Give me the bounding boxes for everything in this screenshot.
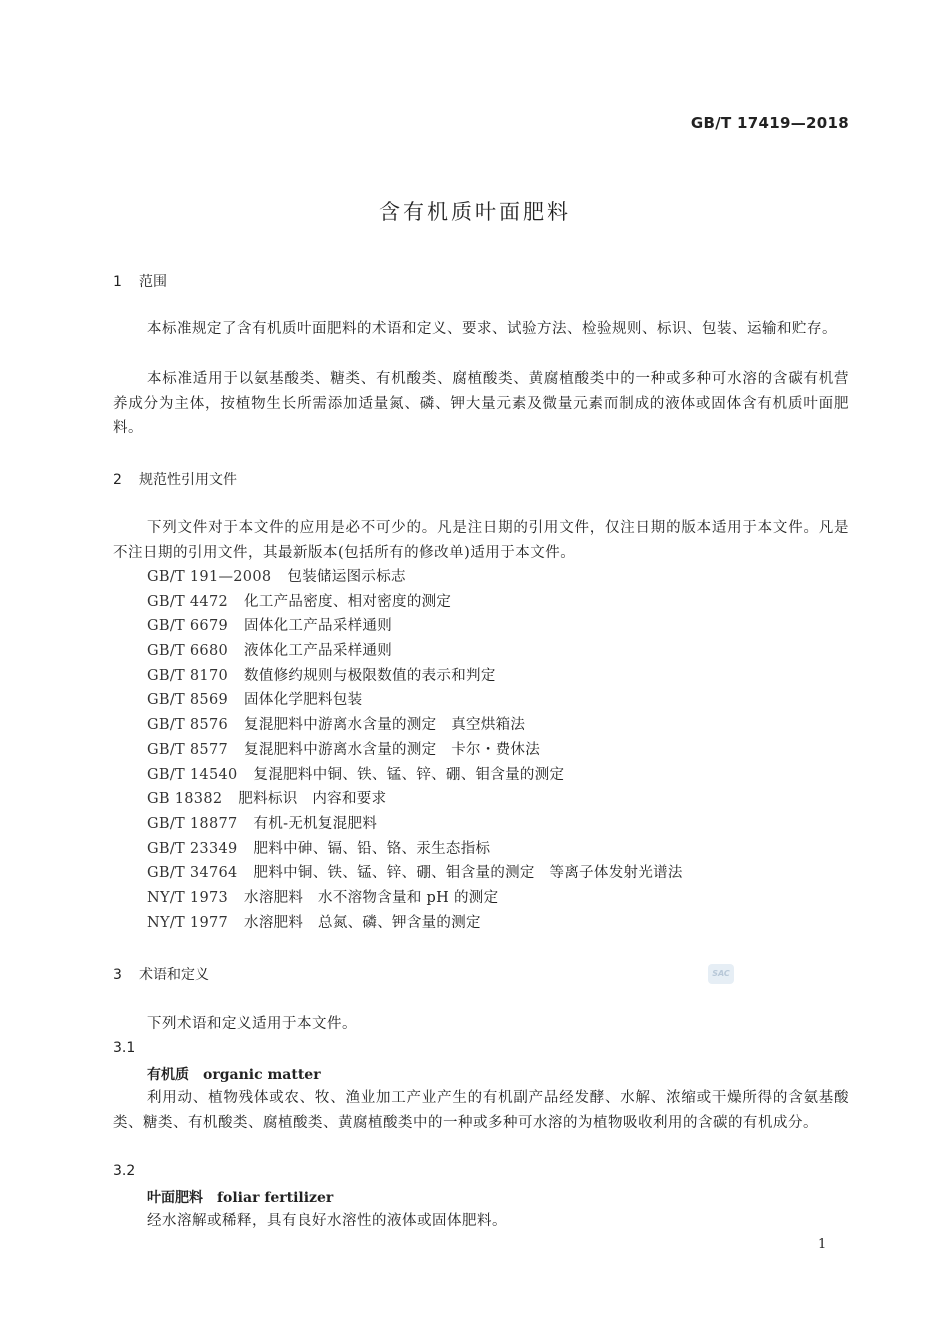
reference-code: GB/T 191—2008 bbox=[147, 569, 272, 585]
reference-name: 肥料标识 内容和要求 bbox=[238, 791, 387, 808]
document-title: 含有机质叶面肥料 bbox=[379, 200, 571, 224]
reference-item bbox=[147, 787, 683, 812]
reference-code: GB/T 4472 bbox=[147, 593, 229, 610]
reference-item bbox=[147, 812, 683, 837]
reference-item bbox=[147, 886, 683, 911]
reference-item bbox=[147, 763, 683, 788]
reference-name: 固体化学肥料包装 bbox=[244, 692, 363, 709]
reference-code: GB/T 34764 bbox=[147, 865, 238, 882]
term-en: organic matter bbox=[203, 1067, 321, 1083]
section-heading-terms bbox=[113, 964, 209, 984]
terms-intro: 下列术语和定义适用于本文件。 bbox=[147, 1016, 357, 1032]
section-heading-scope bbox=[113, 271, 167, 291]
normative-intro: 下列文件对于本文件的应用是必不可少的。凡是注日期的引用文件，仅注日期的版本适用于本文件。凡是不注日期的引用文件，其最新版本(包括所有的修改单)适用于本文件。 bbox=[113, 520, 849, 561]
section-title: 规范性引用文件 bbox=[139, 472, 237, 488]
reference-code: GB/T 18877 bbox=[147, 815, 238, 832]
reference-code: GB 18382 bbox=[147, 791, 223, 808]
section-number: 1 bbox=[113, 274, 122, 290]
page-number: 1 bbox=[818, 1237, 827, 1252]
reference-code: NY/T 1973 bbox=[147, 889, 229, 906]
reference-name: 有机-无机复混肥料 bbox=[253, 815, 378, 832]
reference-name: 水溶肥料 水不溶物含量和 pH 的测定 bbox=[244, 889, 499, 906]
section-title: 术语和定义 bbox=[139, 967, 209, 983]
reference-item bbox=[147, 639, 683, 664]
term-heading bbox=[147, 1064, 321, 1084]
standard-code: GB/T 17419—2018 bbox=[690, 114, 849, 132]
reference-name: 化工产品密度、相对密度的测定 bbox=[244, 593, 452, 610]
reference-code: GB/T 6680 bbox=[147, 643, 229, 660]
reference-item bbox=[147, 713, 683, 738]
term-zh: 有机质 bbox=[147, 1067, 189, 1083]
reference-code: GB/T 8170 bbox=[147, 667, 229, 684]
term-number: 3.1 bbox=[113, 1040, 136, 1056]
section-heading-normative bbox=[113, 469, 237, 489]
reference-item bbox=[147, 837, 683, 862]
reference-list bbox=[147, 565, 683, 935]
reference-code: GB/T 23349 bbox=[147, 840, 238, 857]
reference-name: 复混肥料中游离水含量的测定 真空烘箱法 bbox=[244, 717, 526, 734]
reference-name: 肥料中铜、铁、锰、锌、硼、钼含量的测定 等离子体发射光谱法 bbox=[253, 865, 683, 882]
reference-item bbox=[147, 664, 683, 689]
reference-item bbox=[147, 738, 683, 763]
term-heading bbox=[147, 1187, 333, 1207]
reference-code: GB/T 6679 bbox=[147, 618, 229, 635]
reference-item bbox=[147, 614, 683, 639]
reference-code: GB/T 8577 bbox=[147, 741, 229, 758]
reference-item bbox=[147, 590, 683, 615]
reference-name: 液体化工产品采样通则 bbox=[244, 643, 393, 660]
reference-item bbox=[147, 861, 683, 886]
reference-item bbox=[147, 688, 683, 713]
term-en: foliar fertilizer bbox=[217, 1190, 334, 1206]
sac-watermark-logo: SAC bbox=[708, 964, 734, 984]
reference-code: GB/T 14540 bbox=[147, 766, 238, 783]
term-definition: 经水溶解或稀释，具有良好水溶性的液体或固体肥料。 bbox=[147, 1213, 507, 1229]
reference-item bbox=[147, 911, 683, 936]
reference-code: GB/T 8576 bbox=[147, 717, 229, 734]
reference-name: 固体化工产品采样通则 bbox=[244, 618, 393, 635]
reference-name: 肥料中砷、镉、铅、铬、汞生态指标 bbox=[253, 840, 491, 857]
scope-paragraph-1: 本标准规定了含有机质叶面肥料的术语和定义、要求、试验方法、检验规则、标识、包装、运输和贮存。 bbox=[147, 321, 837, 337]
reference-name: 包装储运图示标志 bbox=[287, 569, 406, 585]
reference-name: 水溶肥料 总氮、磷、钾含量的测定 bbox=[244, 914, 481, 931]
term-definition: 利用动、植物残体或农、牧、渔业加工产业产生的有机副产品经发酵、水解、浓缩或干燥所得的含氨基酸类、糖类、有机酸类、腐植酸类、黄腐植酸类中的一种或多种可水溶的为植物吸收利用的含碳的有机成分。 bbox=[113, 1090, 849, 1131]
reference-name: 数值修约规则与极限数值的表示和判定 bbox=[244, 667, 496, 684]
reference-code: GB/T 8569 bbox=[147, 692, 229, 709]
reference-item bbox=[147, 565, 683, 590]
scope-paragraph-2: 本标准适用于以氨基酸类、糖类、有机酸类、腐植酸类、黄腐植酸类中的一种或多种可水溶的含碳有机营养成分为主体，按植物生长所需添加适量氮、磷、钾大量元素及微量元素而制成的液体或固体含有机质叶面肥料。 bbox=[113, 371, 849, 436]
term-zh: 叶面肥料 bbox=[147, 1190, 203, 1206]
term-number: 3.2 bbox=[113, 1163, 136, 1179]
reference-code: NY/T 1977 bbox=[147, 914, 229, 931]
reference-name: 复混肥料中游离水含量的测定 卡尔・费休法 bbox=[244, 741, 541, 758]
section-title: 范围 bbox=[139, 274, 167, 290]
section-number: 3 bbox=[113, 967, 122, 983]
reference-name: 复混肥料中铜、铁、锰、锌、硼、钼含量的测定 bbox=[253, 766, 565, 783]
section-number: 2 bbox=[113, 472, 122, 488]
